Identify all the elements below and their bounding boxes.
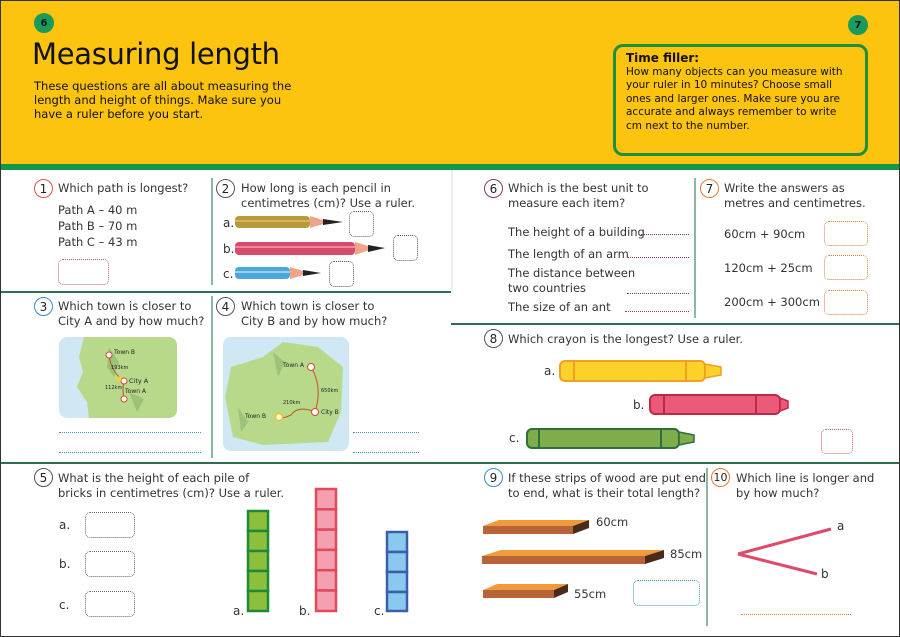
q9-strip-60: 60cm (596, 515, 629, 529)
q4-answer-line-1[interactable] (353, 432, 419, 433)
q5-pile-label-b: b. (299, 604, 311, 618)
time-filler-title: Time filler: (626, 51, 700, 65)
q8-text: Which crayon is the longest? Use a ruler. (508, 332, 743, 346)
q3-answer-line-1[interactable] (59, 432, 201, 433)
q2-answer-box-b[interactable] (393, 235, 418, 261)
q3-answer-line-2[interactable] (59, 452, 201, 453)
q6-item-distance-1: The distance between (508, 266, 636, 280)
q10-line1: Which line is longer and (736, 471, 875, 485)
question-number-6: 6 (484, 179, 503, 198)
intro-text: These questions are all about measuring the length and height of things. Make sure you have a ruler before you start. (34, 79, 292, 121)
brick-piles (246, 487, 411, 617)
divider-q3-q4 (211, 296, 213, 458)
q6-line1: Which is the best unit to (508, 181, 649, 195)
q5-answer-box-a[interactable] (85, 512, 135, 538)
q7-answer-box-1[interactable] (824, 221, 868, 246)
q4-answer-line-2[interactable] (353, 452, 419, 453)
q7-sum-1: 60cm + 90cm (724, 227, 806, 241)
q2-answer-box-a[interactable] (349, 211, 374, 237)
q9-line1: If these strips of wood are put end (508, 471, 706, 485)
question-number-1: 1 (34, 179, 53, 198)
q7-sum-2: 120cm + 25cm (724, 261, 813, 275)
q5-pile-label-a: a. (233, 604, 245, 618)
q6-answer-line-arm[interactable] (627, 257, 689, 258)
q10-label-a: a (837, 519, 845, 533)
question-number-8: 8 (484, 329, 503, 348)
q2-label-a: a. (223, 216, 235, 230)
q2-label-b: b. (223, 242, 235, 256)
q2-line2: centimetres (cm)? Use a ruler. (241, 196, 416, 210)
q10-line2: by how much? (736, 486, 820, 500)
page-number-left: 6 (34, 13, 54, 33)
q3-line1: Which town is closer to (58, 299, 192, 313)
q4-map (223, 337, 349, 451)
crayon-illustrations (556, 356, 796, 456)
q6-item-ant: The size of an ant (508, 300, 611, 314)
divider-q1-q2 (211, 178, 213, 285)
q5-label-c: c. (59, 598, 70, 612)
q6-line2: measure each item? (508, 196, 626, 210)
q9-line2: to end, what is their total length? (508, 486, 701, 500)
q4-line1: Which town is closer to (241, 299, 375, 313)
q7-line2: metres and centimetres. (724, 196, 866, 210)
q3-line2: City A and by how much? (58, 314, 205, 328)
q5-label-b: b. (59, 557, 71, 571)
q5-line2: bricks in centimetres (cm)? Use a ruler. (58, 486, 285, 500)
divider-row1-left (1, 291, 451, 293)
q6-item-building: The height of a building (508, 225, 645, 239)
divider-q9-q10 (706, 468, 708, 626)
q3-town-a: Town A (125, 388, 147, 395)
q4-town-a: Town A (283, 362, 305, 369)
question-number-3: 3 (34, 297, 53, 316)
q3-map (59, 337, 177, 418)
page-number-right: 7 (848, 15, 868, 35)
q9-strip-55: 55cm (574, 587, 607, 601)
q6-item-arm: The length of an arm (508, 247, 629, 261)
q5-line1: What is the height of each pile of (58, 471, 250, 485)
q5-answer-box-b[interactable] (85, 551, 135, 577)
divider-row1-right (451, 323, 899, 325)
divider-q6-q7 (694, 178, 696, 318)
q1-path-a: Path A – 40 m (58, 203, 138, 217)
q3-dist-112: 112km (105, 385, 123, 391)
q6-answer-line-distance[interactable] (627, 293, 689, 294)
q6-answer-line-building[interactable] (641, 234, 689, 235)
q10-label-b: b (821, 567, 829, 581)
q2-label-c: c. (223, 267, 234, 281)
question-number-5: 5 (34, 468, 53, 487)
q7-sum-3: 200cm + 300cm (724, 295, 820, 309)
q4-city-b: City B (321, 409, 339, 416)
q10-answer-line[interactable] (741, 614, 851, 615)
question-number-4: 4 (216, 297, 235, 316)
spine-top (451, 170, 453, 291)
q2-answer-box-c[interactable] (329, 261, 354, 287)
question-number-9: 9 (484, 468, 503, 487)
q2-line1: How long is each pencil in (241, 181, 391, 195)
page-title: Measuring length (32, 37, 280, 71)
q8-label-c: c. (509, 431, 520, 445)
q5-answer-box-c[interactable] (85, 591, 135, 617)
q6-answer-line-ant[interactable] (625, 311, 689, 312)
q1-path-c: Path C – 43 m (58, 235, 138, 249)
q4-town-b: Town B (245, 413, 267, 420)
divider-row2 (1, 462, 899, 464)
q5-pile-label-c: c. (374, 604, 385, 618)
q4-dist-650: 650km (321, 388, 339, 394)
q3-city-a: City A (129, 377, 149, 385)
q9-strip-85: 85cm (670, 547, 703, 561)
time-filler-box (613, 44, 868, 156)
q8-label-b: b. (633, 398, 645, 412)
q3-town-b: Town B (114, 349, 136, 356)
q6-item-distance-2: two countries (508, 281, 587, 295)
header-divider (1, 164, 899, 170)
q9-answer-box[interactable] (633, 580, 700, 606)
q8-answer-box[interactable] (821, 429, 853, 454)
q5-label-a: a. (59, 518, 71, 532)
q4-line2: City B and by how much? (241, 314, 388, 328)
q4-dist-210: 210km (283, 400, 301, 406)
q1-answer-box[interactable] (58, 259, 109, 285)
q3-dist-193: 193km (111, 365, 129, 371)
q1-text: Which path is longest? (58, 181, 189, 195)
question-number-7: 7 (700, 179, 719, 198)
q8-label-a: a. (544, 364, 556, 378)
q7-line1: Write the answers as (724, 181, 845, 195)
question-number-10: 10 (711, 468, 730, 487)
q1-path-b: Path B – 70 m (58, 219, 138, 233)
question-number-2: 2 (216, 179, 235, 198)
time-filler-text: How many objects can you measure with your ruler in 10 minutes? Choose small ones and larger ones. Make sure you are accurate and always remember to write cm next to the number. (626, 65, 843, 132)
q7-answer-box-3[interactable] (824, 290, 868, 315)
q7-answer-box-2[interactable] (824, 255, 868, 280)
